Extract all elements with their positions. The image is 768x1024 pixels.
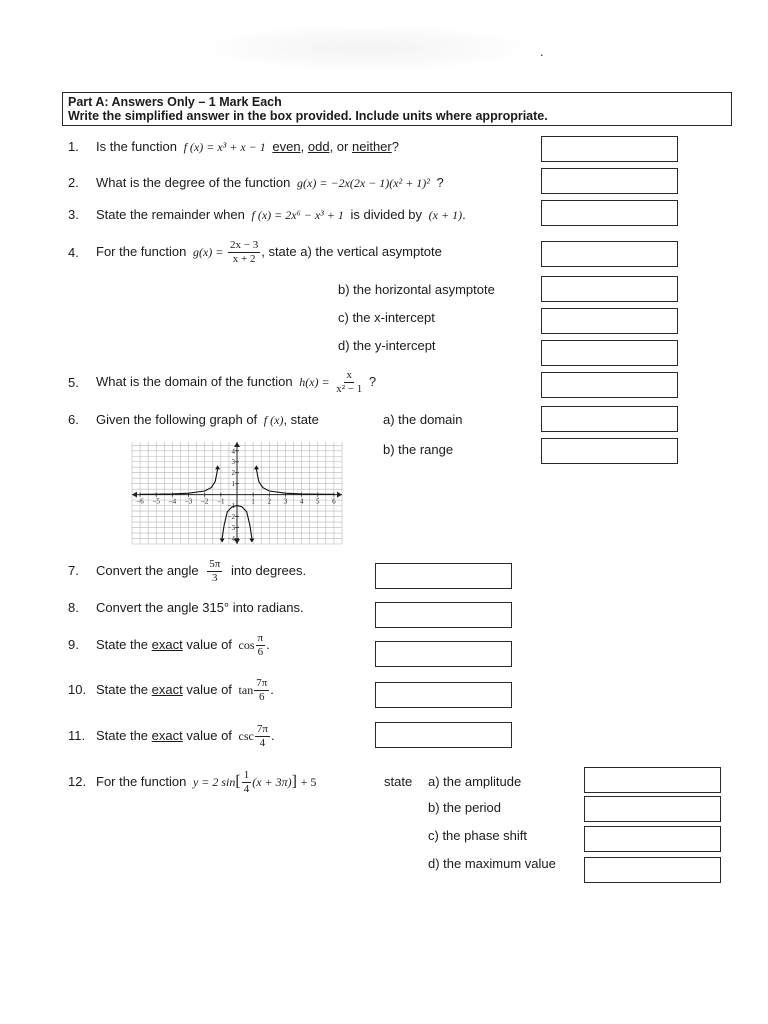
q12-shift: + 5 [300,775,317,789]
q4-function-lhs: g(x) = [192,245,224,259]
q11-number: 11. [68,728,86,743]
q8-number: 8. [68,600,79,615]
curve-branch-1 [140,469,218,494]
q4-part-c: c) the x-intercept [338,310,435,325]
q9-fraction: $\frac{\pi}{6}$ [257,632,264,659]
q7-text: Convert the angle $\frac{5\pi}{3}$ into degrees. [96,558,307,585]
answer-box-q4a[interactable] [541,241,678,267]
answer-box-q2[interactable] [541,168,678,194]
q12-state: state [384,774,413,789]
q5-function-lhs: h(x) = [299,375,330,389]
q12-part-d: d) the maximum value [428,856,556,871]
answer-box-q12c[interactable] [584,826,721,852]
answer-box-q4d[interactable] [541,340,678,366]
q4-part-b: b) the horizontal asymptote [338,282,495,297]
y-tick-label: −4 [227,535,235,544]
answer-box-q1[interactable] [541,136,678,162]
x-tick-label: −5 [152,497,160,506]
q11-text: State the exact value of csc $\frac{7\pi}{4}$ . [96,723,275,750]
q4-part-d: d) the y-intercept [338,338,436,353]
y-tick-label: −3 [227,524,235,533]
q4-part-a: a) the vertical asymptote [300,244,442,259]
q3-divisor: (x + 1) [428,208,463,222]
y-tick-label: 2 [231,469,235,478]
y-axis-arrow-up [234,442,240,447]
q6-part-a: a) the domain [383,412,463,427]
q4-fraction: $\frac{2x - 3}{x + 2}$ [230,239,259,266]
q5-text: What is the domain of the function h(x) = $\frac{x}{\text{x² − 1}}$ ? [96,369,377,396]
curve-branch-3 [256,469,334,494]
y-tick-label: 1 [231,480,235,489]
answer-box-q5[interactable] [541,372,678,398]
redacted-name-area [212,26,522,70]
x-tick-label: 3 [283,497,288,506]
function-graph [128,440,346,550]
q6-function: f (x) [263,413,284,427]
q10-fraction: $\frac{7\pi}{6}$ [256,677,268,704]
q7-number: 7. [68,563,79,578]
instructions-line-1: Part A: Answers Only – 1 Mark Each [68,95,282,109]
q4-number: 4. [68,245,79,260]
answer-box-q9[interactable] [375,641,512,667]
q1-even: even [272,139,301,154]
q1-neither: neither [351,139,392,154]
answer-box-q8[interactable] [375,602,512,628]
q7-fraction: $\frac{5\pi}{3}$ [209,558,221,585]
q12-fraction: $\frac{1}{4}$ [243,769,250,796]
header-dot: . [540,44,544,59]
x-tick-label: 5 [316,497,320,506]
q12-inner: (x + 3π) [252,775,292,789]
q6-part-b: b) the range [383,442,454,457]
q3-function: f (x) = 2x⁶ − x³ + 1 [251,208,344,222]
instructions-box [62,92,732,126]
q12-part-b: b) the period [428,800,501,815]
q12-function-lhs: y = 2 sin [192,775,236,789]
answer-box-q4b[interactable] [541,276,678,302]
x-tick-label: 6 [332,497,336,506]
q2-number: 2. [68,175,79,190]
x-tick-label: 4 [299,497,304,506]
q2-function: g(x) = −2x(2x − 1)(x² + 1)² [297,176,430,190]
q8-text: Convert the angle 315° into radians. [96,600,304,615]
q11-exact: exact [151,728,183,743]
q10-number: 10. [68,682,87,697]
q5-fraction: $\frac{x}{\text{x² − 1}}$ [336,369,363,396]
q9-text: State the exact value of cos $\frac{\pi}{6}$ . [96,632,270,659]
q6-number: 6. [68,412,79,427]
q5-number: 5. [68,375,79,390]
x-tick-label: 2 [267,497,272,506]
q12-part-c: c) the phase shift [428,828,527,843]
x-tick-label: 1 [251,497,255,506]
answer-box-q6b[interactable] [541,438,678,464]
q9-exact: exact [151,637,183,652]
answer-box-q12b[interactable] [584,796,721,822]
q10-exact: exact [151,682,183,697]
q6-text: Given the following graph of f (x), state [96,412,319,427]
answer-box-q11[interactable] [375,722,512,748]
q3-number: 3. [68,207,79,222]
x-tick-label: −3 [184,497,193,506]
answer-box-q7[interactable] [375,563,512,589]
answer-box-q12a[interactable] [584,767,721,793]
y-tick-label: 4 [231,447,235,456]
q9-number: 9. [68,637,79,652]
x-axis-arrow-right [337,492,342,498]
q1-function: f (x) = x³ + x − 1 [183,140,266,154]
q2-text: What is the degree of the function g(x) = −2x(2x − 1)(x² + 1)² ? [96,175,444,190]
q9-function: cos [238,638,255,652]
q11-function: csc [238,729,254,743]
q1-text: Is the function f (x) = x³ + x − 1 even, odd, or neither? [96,139,399,154]
x-tick-label: −2 [200,497,209,506]
q3-text: State the remainder when f (x) = 2x⁶ − x³ + 1 is divided by (x + 1). [96,207,466,222]
x-tick-label: −6 [136,497,144,506]
x-tick-label: −1 [217,497,225,506]
answer-box-q4c[interactable] [541,308,678,334]
answer-box-q6a[interactable] [541,406,678,432]
y-tick-label: −2 [227,513,235,522]
instructions-line-2: Write the simplified answer in the box provided. Include units where appropriate. [68,109,548,123]
q12-number: 12. [68,774,87,789]
q11-fraction: $\frac{7\pi}{4}$ [256,723,268,750]
q10-text: State the exact value of tan $\frac{7\pi}{6}$ . [96,677,274,704]
q1-number: 1. [68,139,79,154]
answer-box-q3[interactable] [541,200,678,226]
y-tick-label: 3 [231,458,235,467]
curve-arrow [249,539,254,543]
q12-text: For the function y = 2 sin[ $\frac{1}{4}$ (x + 3π)] + 5 [96,769,317,796]
y-tick-label: −1 [227,502,235,511]
q1-odd: odd [307,139,330,154]
curve-arrow [220,539,225,543]
answer-box-q12d[interactable] [584,857,721,883]
q4-text: For the function g(x) = $\frac{2x - 3}{x + 2}$ , state a) the vertical asymptote [96,239,442,266]
answer-box-q10[interactable] [375,682,512,708]
q12-part-a: a) the amplitude [428,774,522,789]
x-tick-label: −4 [168,497,177,506]
q10-function: tan [238,683,254,697]
